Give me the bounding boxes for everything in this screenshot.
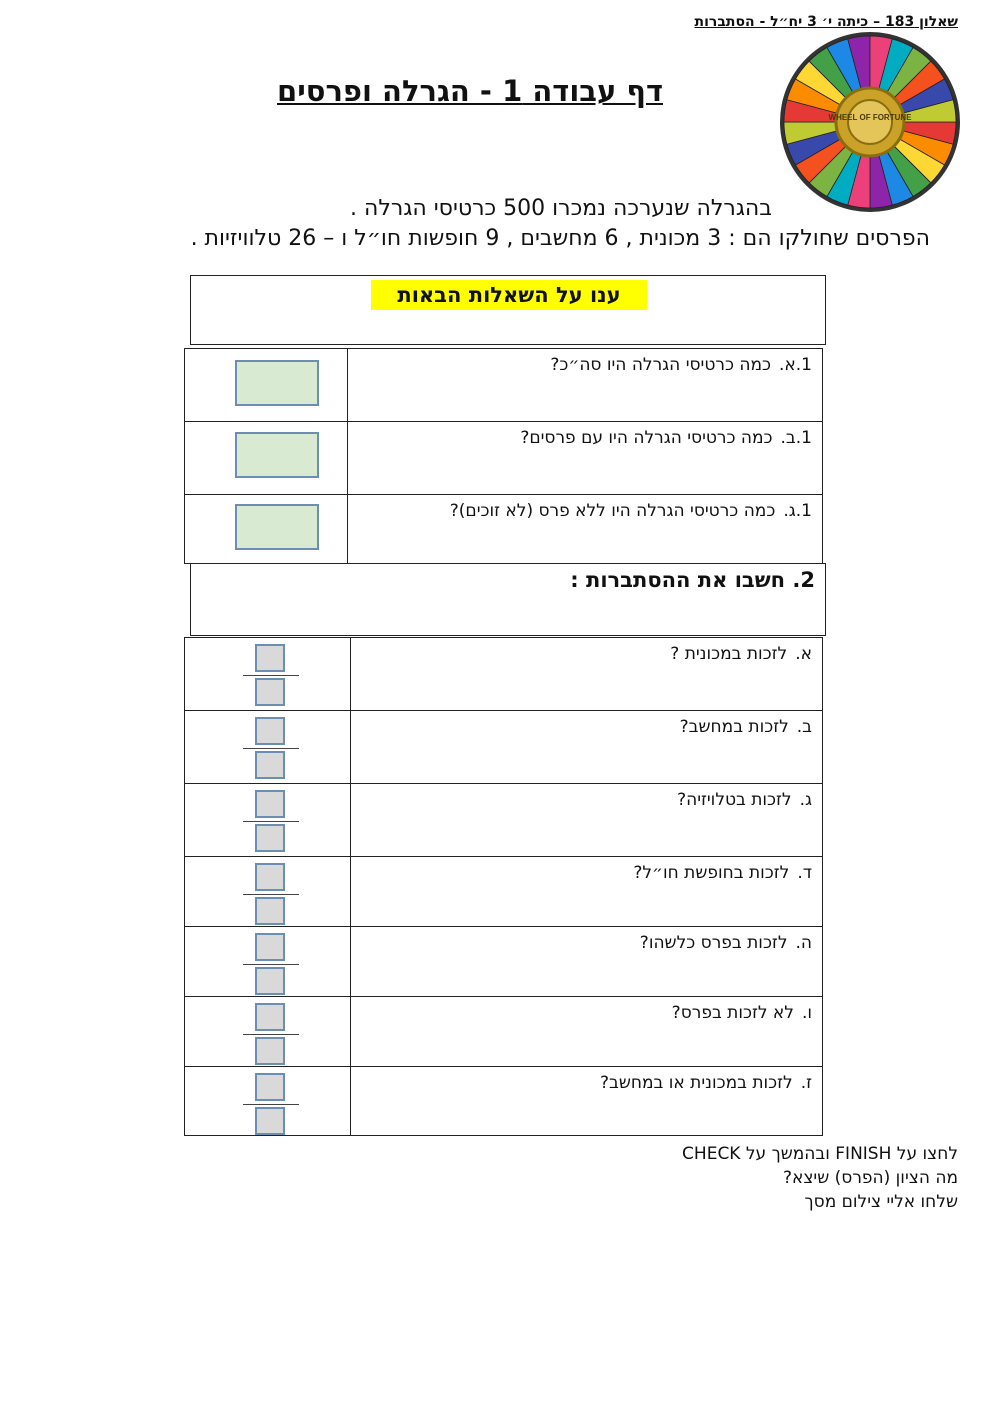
numerator-input[interactable] [255, 933, 285, 961]
question-text: ו.לא לזכות בפרס? [350, 997, 822, 1067]
question-text: 1.ג.כמה כרטיסי הגרלה היו ללא פרס (לא זוכים)? [348, 495, 823, 564]
intro-line-1: בהגרלה שנערכה נמכרו 500 כרטיסי הגרלה . [350, 196, 772, 221]
fraction-line [243, 748, 299, 749]
numerator-input[interactable] [255, 717, 285, 745]
section1-heading: ענו על השאלות הבאות [371, 280, 647, 310]
table-row [185, 927, 823, 997]
denominator-input[interactable] [255, 1037, 285, 1065]
denominator-input[interactable] [255, 824, 285, 852]
fraction-line [243, 964, 299, 965]
fraction-answer [241, 790, 301, 852]
question-text: ג.לזכות בטלויזיה? [350, 784, 822, 857]
section1-heading-box [190, 275, 826, 345]
worksheet-header: שאלון 183 – כיתה י׳ 3 יח״ל - הסתברות [694, 14, 958, 30]
numerator-input[interactable] [255, 644, 285, 672]
numerator-input[interactable] [255, 790, 285, 818]
question-text: ז.לזכות במכונית או במחשב? [350, 1067, 822, 1136]
section2-heading-box [190, 563, 826, 636]
numerator-input[interactable] [255, 1073, 285, 1101]
intro-line-2: הפרסים שחולקו הם : 3 מכונית , 6 מחשבים , 9 חופשות חו״ל ו – 26 טלוויזיות . [190, 226, 930, 251]
fraction-answer [241, 717, 301, 779]
question-text: א.לזכות במכונית ? [350, 638, 822, 711]
fraction-line [243, 1104, 299, 1105]
instructions [682, 1142, 958, 1214]
fraction-answer [241, 1073, 301, 1135]
answer-input[interactable] [235, 360, 319, 406]
question-text: ה.לזכות בפרס כלשהו? [350, 927, 822, 997]
page-title: דף עבודה 1 - הגרלה ופרסים [277, 74, 663, 108]
table-row [185, 784, 823, 857]
numerator-input[interactable] [255, 863, 285, 891]
fraction-answer [241, 644, 301, 706]
table-row [185, 422, 823, 495]
table-row [185, 1067, 823, 1136]
table-row [185, 711, 823, 784]
table-row [185, 349, 823, 422]
fraction-line [243, 894, 299, 895]
wheel-of-fortune-icon [778, 30, 962, 214]
fraction-line [243, 1034, 299, 1035]
instruction-line-2: מה הציון (הפרס) שיצא? [782, 1168, 958, 1188]
denominator-input[interactable] [255, 897, 285, 925]
section2-table [184, 637, 823, 1136]
table-row [185, 997, 823, 1067]
table-row [185, 638, 823, 711]
question-text: ד.לזכות בחופשת חו״ל? [350, 857, 822, 927]
section1-table [184, 348, 823, 564]
denominator-input[interactable] [255, 1107, 285, 1135]
fraction-line [243, 821, 299, 822]
question-text: 1.ב.כמה כרטיסי הגרלה היו עם פרסים? [348, 422, 823, 495]
table-row [185, 495, 823, 564]
numerator-input[interactable] [255, 1003, 285, 1031]
denominator-input[interactable] [255, 967, 285, 995]
table-row [185, 857, 823, 927]
wheel-label: WHEEL OF FORTUNE [828, 113, 912, 122]
instruction-line-1: לחצו על FINISH ובהמשך על CHECK [682, 1144, 958, 1164]
denominator-input[interactable] [255, 751, 285, 779]
answer-input[interactable] [235, 432, 319, 478]
fraction-answer [241, 933, 301, 995]
answer-input[interactable] [235, 504, 319, 550]
section2-heading: 2. חשבו את ההסתברות : [570, 568, 815, 592]
question-text: 1.א.כמה כרטיסי הגרלה היו סה״כ? [348, 349, 823, 422]
fraction-line [243, 675, 299, 676]
fraction-answer [241, 1003, 301, 1065]
instruction-line-3: שלחו אליי צילום מסך [804, 1192, 958, 1212]
question-text: ב.לזכות במחשב? [350, 711, 822, 784]
denominator-input[interactable] [255, 678, 285, 706]
fraction-answer [241, 863, 301, 925]
